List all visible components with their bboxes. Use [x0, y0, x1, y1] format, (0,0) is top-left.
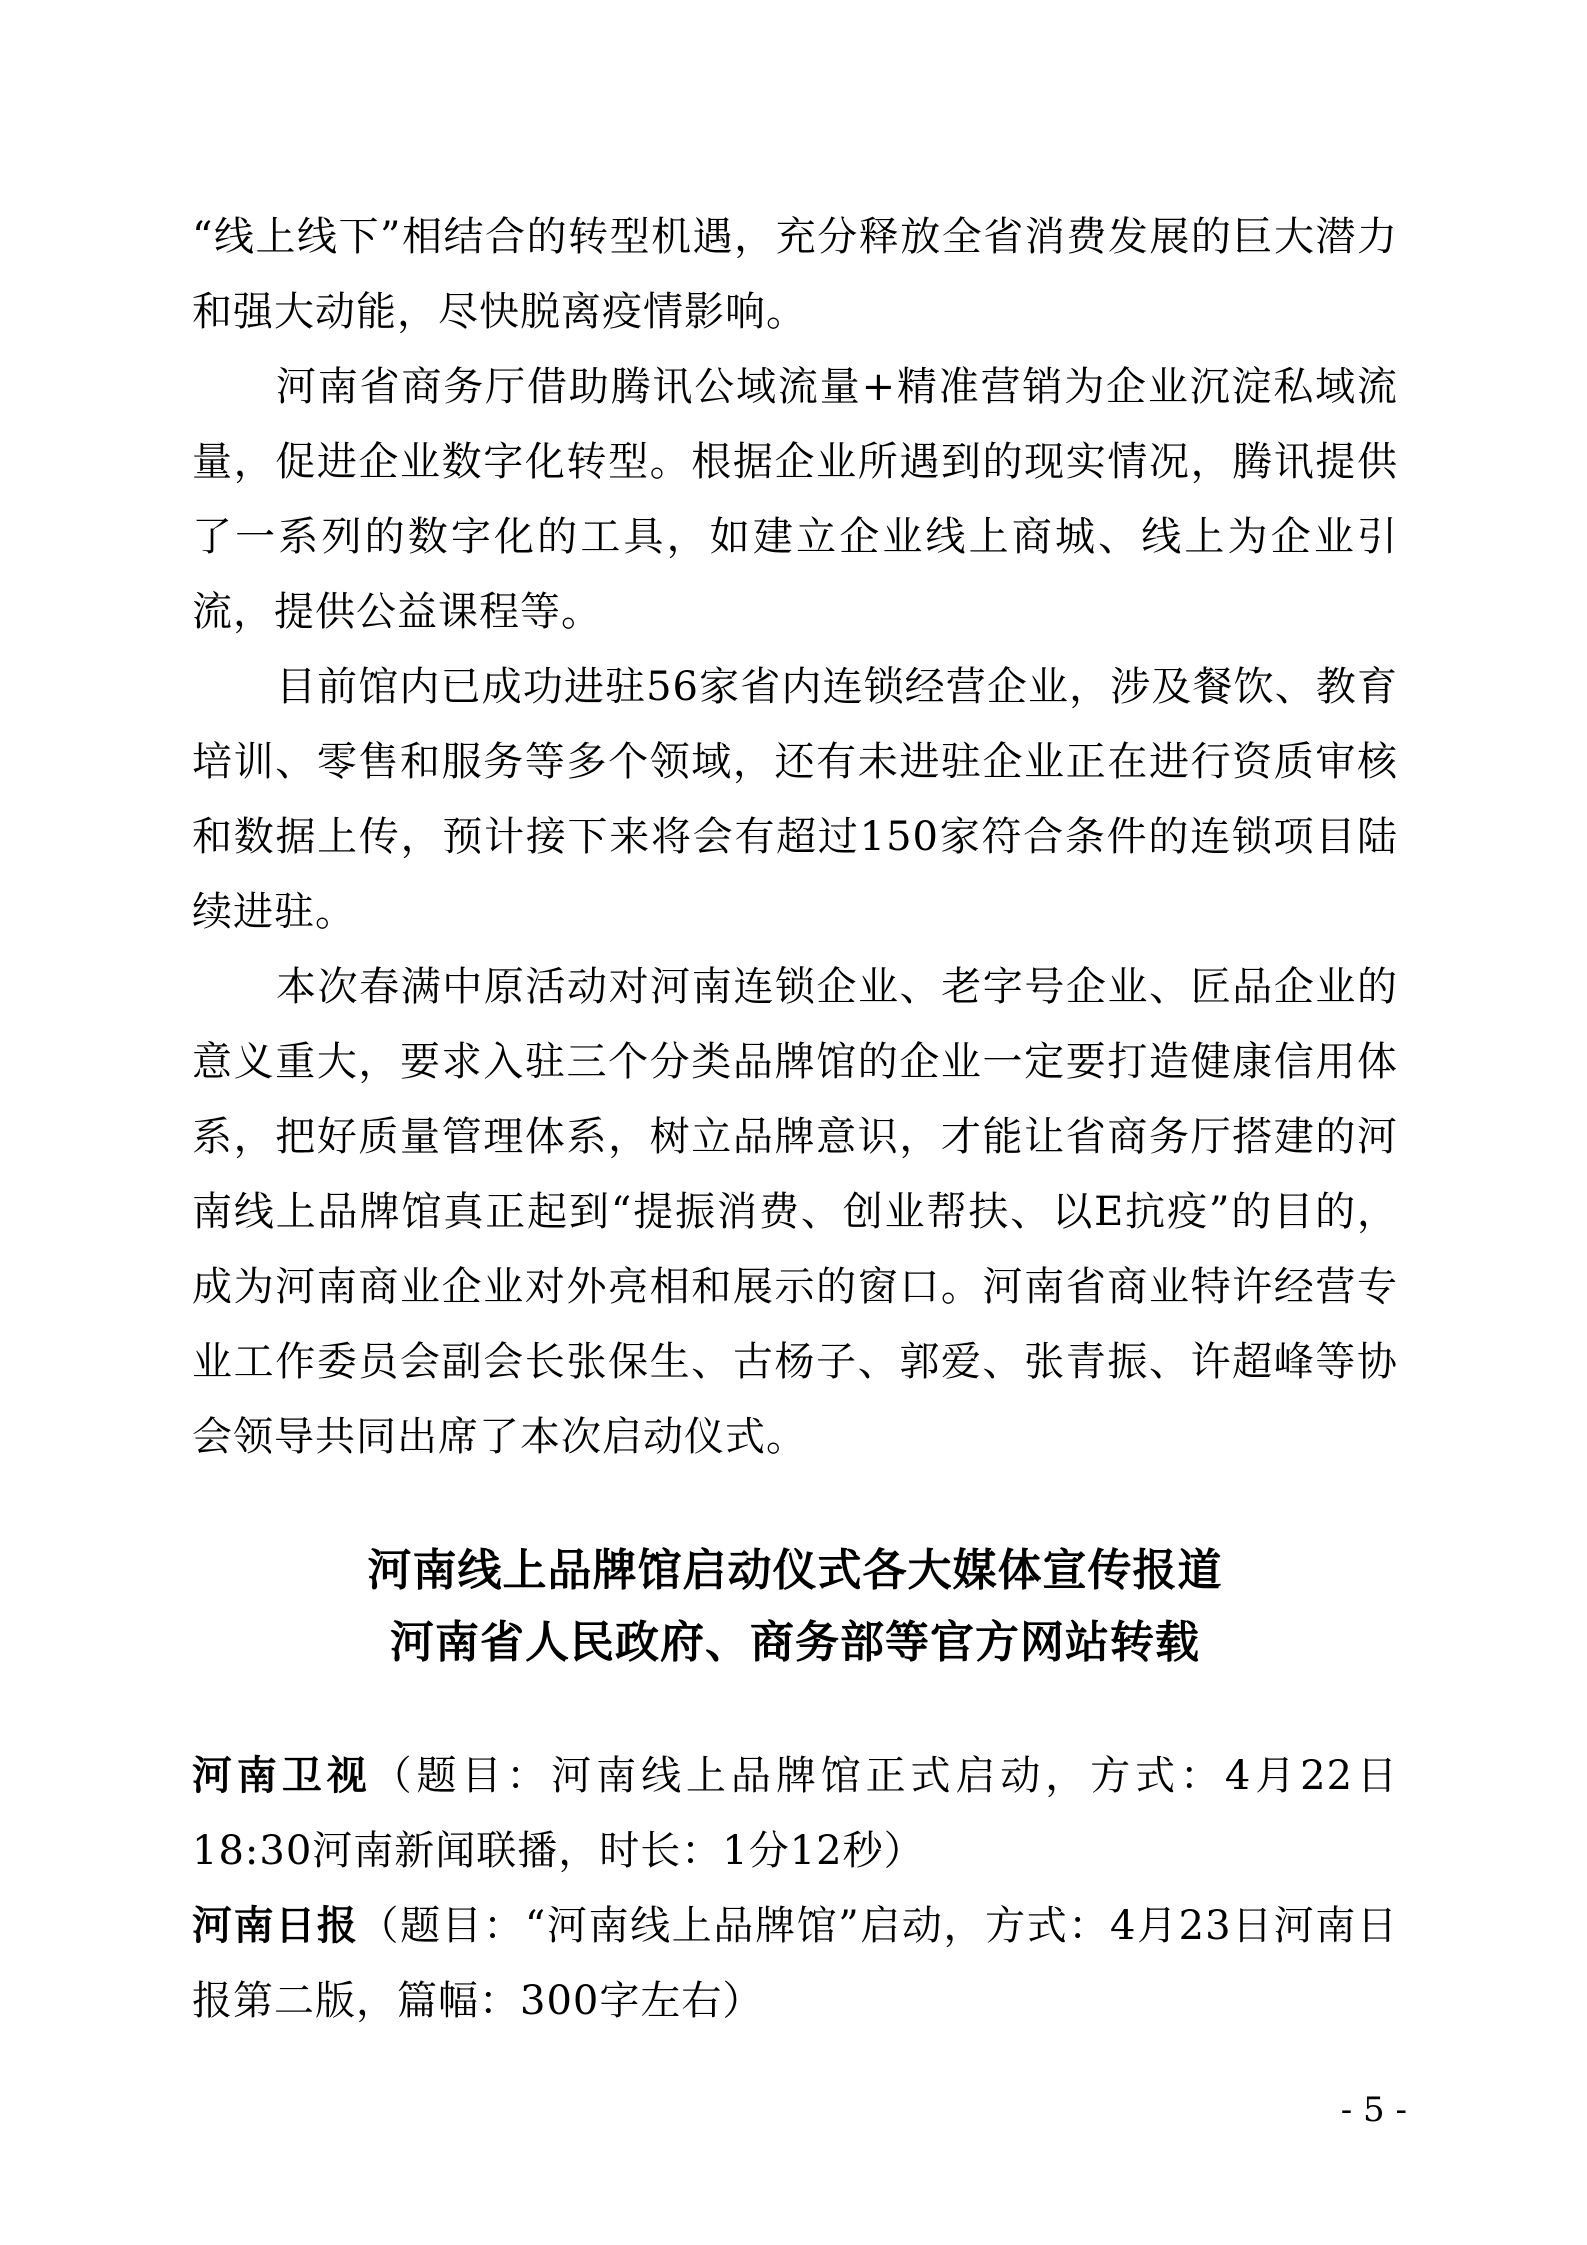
media-detail: （题目：“河南线上品牌馆”启动，方式：4月23日河南日报第二版，篇幅：300字左右） — [192, 1903, 1399, 2024]
section-headings — [192, 1535, 1398, 1679]
paragraph-tencent: 河南省商务厅借助腾讯公域流量+精准营销为企业沉淀私域流量，促进企业数字化转型。根据企业所遇到的现实情况，腾讯提供了一系列的数字化的工具，如建立企业线上商城、线上为企业引流，提供公益课程等。 — [192, 364, 1398, 635]
paragraph-continuation: “线上线下”相结合的转型机遇，充分释放全省消费发展的巨大潜力和强大动能，尽快脱离疫情影响。 — [192, 214, 1398, 335]
media-item — [192, 1889, 1398, 2039]
media-detail: （题目：河南线上品牌馆正式启动，方式：4月22日18:30河南新闻联播，时长：1分12秒） — [192, 1753, 1398, 1874]
paragraph-enterprises: 目前馆内已成功进驻56家省内连锁经营企业，涉及餐饮、教育培训、零售和服务等多个领域，还有未进驻企业正在进行资质审核和数据上传，预计接下来将会有超过150家符合条件的连锁项目陆续进驻。 — [192, 664, 1398, 935]
section-heading-media: 河南线上品牌馆启动仪式各大媒体宣传报道 — [367, 1545, 1223, 1596]
paragraph-activity: 本次春满中原活动对河南连锁企业、老字号企业、匠品企业的意义重大，要求入驻三个分类品牌馆的企业一定要打造健康信用体系，把好质量管理体系，树立品牌意识，才能让省商务厅搭建的河南线上品牌馆真正起到“提振消费、创业帮扶、以E抗疫”的目的，成为河南商业企业对外亮相和展示的窗口。河南省商业特许经营专业工作委员会副会长张保生、古杨子、郭爱、张青振、许超峰等协会领导共同出席了本次启动仪式。 — [192, 964, 1398, 1460]
media-name: 河南卫视 — [192, 1753, 372, 1799]
page-number: - 5 - — [1340, 2090, 1407, 2130]
media-name: 河南日报 — [192, 1903, 359, 1949]
document-page — [192, 200, 1398, 2039]
section-heading-reprint: 河南省人民政府、商务部等官方网站转载 — [390, 1617, 1200, 1668]
media-list — [192, 1739, 1398, 2039]
media-item — [192, 1739, 1398, 1889]
